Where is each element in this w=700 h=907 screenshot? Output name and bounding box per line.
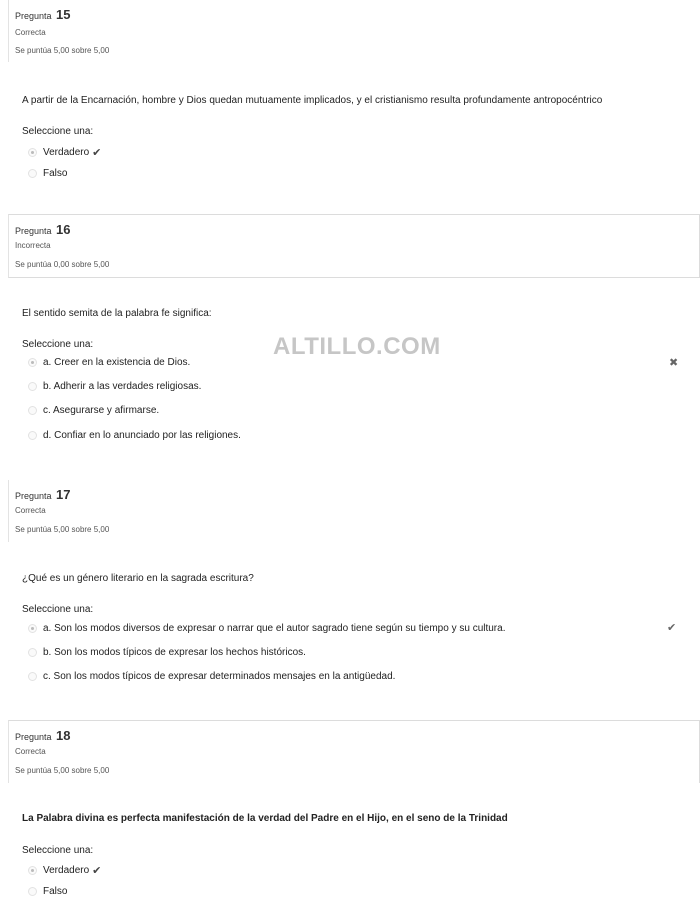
answer-option-true[interactable] — [28, 146, 101, 159]
question-number-value: 15 — [56, 7, 71, 22]
radio-button[interactable] — [28, 887, 37, 896]
question-text: ¿Qué es un género literario en la sagrada escritura? — [22, 573, 254, 584]
question-number-value: 18 — [56, 728, 71, 743]
answer-label: d. Confiar en lo anunciado por las religiones. — [43, 430, 241, 441]
answer-label: Verdadero — [43, 147, 90, 158]
question-text: La Palabra divina es perfecta manifestación de la verdad del Padre en el Hijo, en el seno de la Trinidad — [22, 813, 508, 824]
question-number — [15, 7, 71, 22]
question-info-box — [8, 720, 700, 783]
radio-button[interactable] — [28, 672, 37, 681]
question-info-box — [8, 480, 699, 542]
question-number-prefix: Pregunta — [15, 491, 52, 501]
select-one-label: Seleccione una: — [22, 604, 94, 615]
answer-option-a[interactable] — [28, 357, 190, 368]
question-grade: Se puntúa 5,00 sobre 5,00 — [15, 525, 110, 534]
answer-label: b. Adherir a las verdades religiosas. — [43, 381, 202, 392]
answer-option-b[interactable] — [28, 647, 306, 658]
answer-label: a. Son los modos diversos de expresar o narrar que el autor sagrado tiene según su tiempo y su cultura. — [43, 623, 506, 634]
question-15 — [0, 0, 700, 200]
question-18 — [0, 720, 700, 907]
answer-label: c. Asegurarse y afirmarse. — [43, 405, 160, 416]
question-grade: Se puntúa 5,00 sobre 5,00 — [15, 766, 110, 775]
radio-button[interactable] — [28, 406, 37, 415]
select-one-label: Seleccione una: — [22, 126, 94, 137]
select-one-label: Seleccione una: — [22, 845, 94, 856]
incorrect-icon: ✖ — [669, 357, 679, 369]
radio-button-selected[interactable] — [28, 624, 37, 633]
answer-label: b. Son los modos típicos de expresar los hechos históricos. — [43, 647, 306, 658]
radio-button[interactable] — [28, 169, 37, 178]
question-number — [15, 728, 71, 743]
question-number-prefix: Pregunta — [15, 226, 52, 236]
answer-label: a. Creer en la existencia de Dios. — [43, 357, 191, 368]
question-state: Correcta — [15, 506, 46, 515]
question-state: Correcta — [15, 28, 46, 37]
answer-label: Falso — [43, 168, 68, 179]
question-info-box — [8, 214, 700, 278]
question-number-prefix: Pregunta — [15, 11, 52, 21]
question-number-value: 16 — [56, 222, 71, 237]
question-number-value: 17 — [56, 487, 71, 502]
radio-button[interactable] — [28, 382, 37, 391]
radio-button-selected[interactable] — [28, 358, 37, 367]
question-state: Correcta — [15, 747, 46, 756]
correct-check-icon: ✔ — [667, 622, 677, 634]
answer-option-d[interactable] — [28, 430, 241, 441]
watermark: ALTILLO.COM — [273, 333, 441, 360]
answer-option-true[interactable] — [28, 864, 101, 877]
answer-option-false[interactable] — [28, 168, 67, 179]
question-grade: Se puntúa 0,00 sobre 5,00 — [15, 260, 110, 269]
answer-label: Verdadero — [43, 865, 90, 876]
answer-option-b[interactable] — [28, 381, 201, 392]
radio-button[interactable] — [28, 431, 37, 440]
question-number-prefix: Pregunta — [15, 732, 52, 742]
radio-button-selected[interactable] — [28, 866, 37, 875]
question-text: A partir de la Encarnación, hombre y Dios quedan mutuamente implicados, y el cristianismo resulta profundamente antropocéntrico — [22, 95, 603, 106]
select-one-label: Seleccione una: — [22, 339, 94, 350]
answer-option-c[interactable] — [28, 405, 159, 416]
question-17 — [0, 480, 700, 705]
check-icon: ✔ — [92, 147, 102, 159]
question-grade: Se puntúa 5,00 sobre 5,00 — [15, 46, 110, 55]
radio-button[interactable] — [28, 648, 37, 657]
check-icon: ✔ — [92, 865, 102, 877]
answer-option-a[interactable] — [28, 623, 505, 634]
answer-label: c. Son los modos típicos de expresar determinados mensajes en la antigüedad. — [43, 671, 396, 682]
answer-option-false[interactable] — [28, 886, 67, 897]
question-info-box — [8, 0, 699, 62]
answer-label: Falso — [43, 886, 68, 897]
question-number — [15, 222, 71, 237]
question-number — [15, 487, 71, 502]
question-text: El sentido semita de la palabra fe significa: — [22, 308, 212, 319]
radio-button-selected[interactable] — [28, 148, 37, 157]
answer-option-c[interactable] — [28, 671, 395, 682]
question-state: Incorrecta — [15, 241, 51, 250]
